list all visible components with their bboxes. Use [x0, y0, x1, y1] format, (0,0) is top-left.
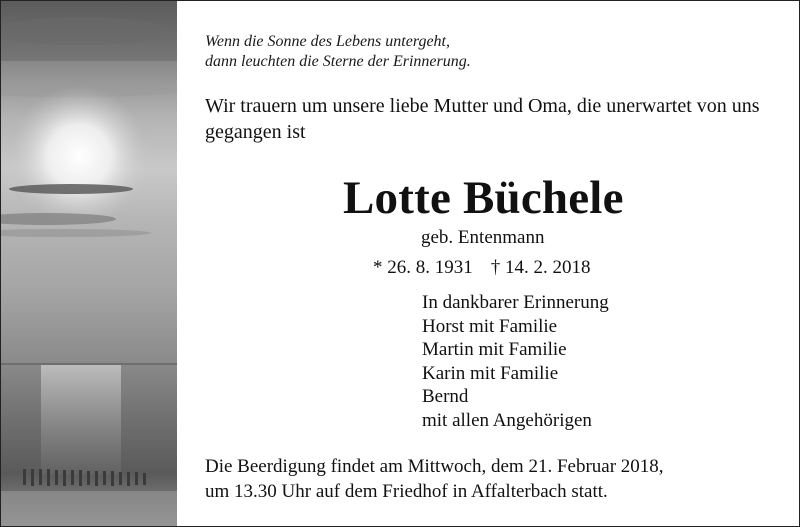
funeral-line-1: Die Beerdigung findet am Mittwoch, dem 21. Februar 2018, — [205, 456, 664, 477]
mourner-item: mit allen Angehörigen — [422, 409, 592, 431]
mourner-item: Horst mit Familie — [422, 315, 558, 337]
life-dates — [373, 257, 591, 279]
quote-line-2: dann leuchten die Sterne der Erinnerung. — [205, 53, 471, 70]
notice-text — [205, 1, 799, 526]
opening-quote — [205, 32, 471, 72]
sunset-sea-illustration — [1, 1, 177, 526]
intro-text: Wir trauern um unsere liebe Mutter und Oma, die unerwartet von uns gegangen ist — [205, 95, 760, 143]
mourner-item: Bernd — [422, 386, 469, 407]
funeral-line-2: um 13.30 Uhr auf dem Friedhof in Affalterbach statt. — [205, 481, 608, 502]
mourner-item: Karin mit Familie — [422, 362, 559, 384]
birth-date: * 26. 8. 1931 — [373, 257, 473, 278]
mourners-heading: In dankbarer Erinnerung — [422, 292, 609, 313]
funeral-info — [205, 454, 664, 504]
deceased-name: Lotte Büchele — [343, 172, 624, 224]
mourner-item: Martin mit Familie — [422, 339, 567, 360]
quote-line-1: Wenn die Sonne des Lebens untergeht, — [205, 33, 450, 50]
death-date: † 14. 2. 2018 — [490, 257, 591, 278]
maiden-name: geb. Entenmann — [421, 227, 545, 248]
mourners-list — [422, 291, 609, 432]
sunset-sea-photo — [1, 1, 177, 526]
